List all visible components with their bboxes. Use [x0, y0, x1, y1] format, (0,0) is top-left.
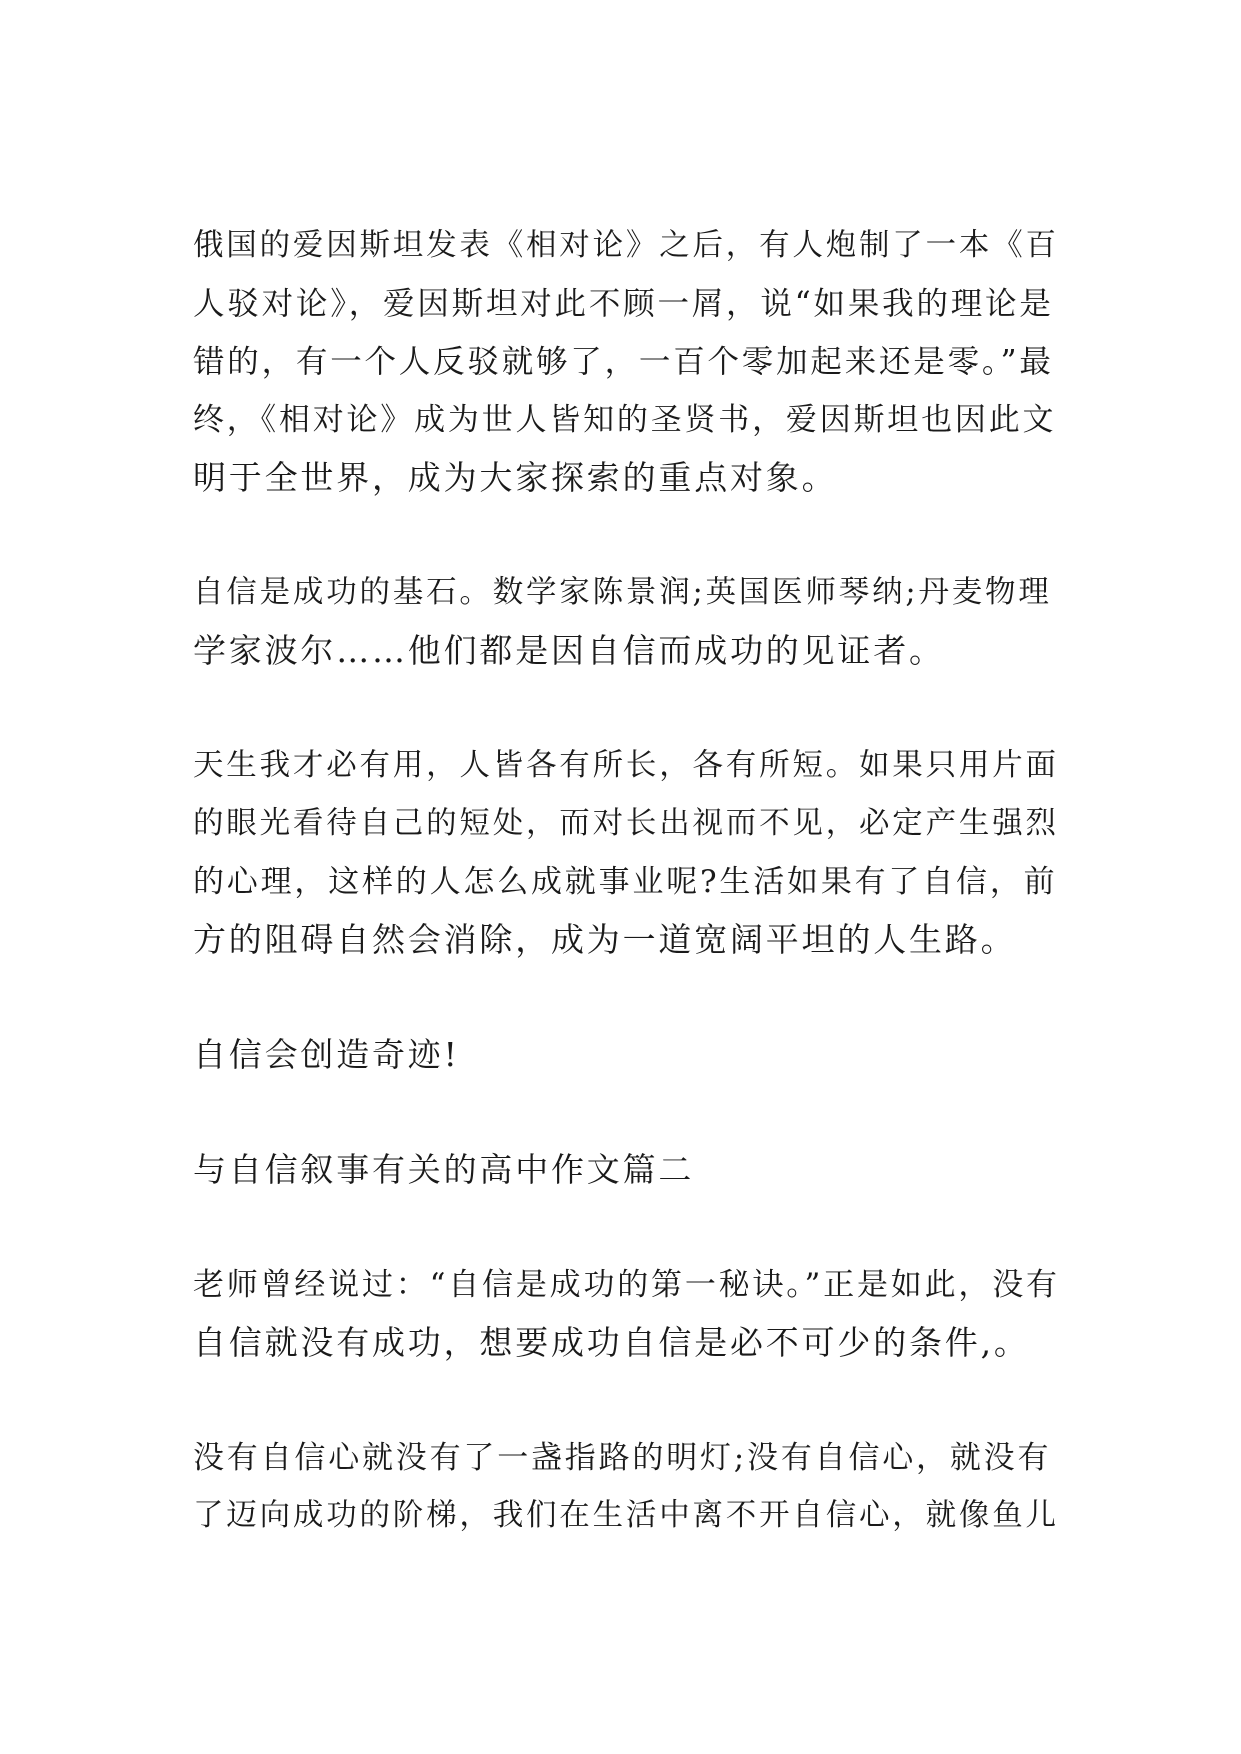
- paragraph-1-line-3: 错的，有一个人反驳就够了，一百个零加起来还是零。”最: [193, 344, 1054, 380]
- paragraph-1-line-5: 明于全世界，成为大家探索的重点对象。: [193, 458, 838, 497]
- paragraph-3-line-4: 方的阻碍自然会消除，成为一道宽阔平坦的人生路。: [193, 920, 1017, 959]
- paragraph-6-line-1: 老师曾经说过：“自信是成功的第一秘诀。”正是如此，没有: [193, 1267, 1060, 1303]
- paragraph-3-line-2: 的眼光看待自己的短处，而对长出视而不见，必定产生强烈: [193, 806, 1059, 841]
- paragraph-1-line-2: 人驳对论》，爱因斯坦对此不顾一屑，说“如果我的理论是: [193, 286, 1054, 322]
- paragraph-6-line-2: 自信就没有成功，想要成功自信是必不可少的条件,。: [193, 1323, 1030, 1362]
- paragraph-3-line-1: 天生我才必有用，人皆各有所长，各有所短。如果只用片面: [193, 748, 1059, 783]
- paragraph-3-line-3: 的心理，这样的人怎么成就事业呢?生活如果有了自信，前: [193, 864, 1058, 900]
- paragraph-2-line-2: 学家波尔……他们都是因自信而成功的见证者。: [193, 631, 945, 670]
- section-heading: 与自信叙事有关的高中作文篇二: [193, 1150, 695, 1189]
- paragraph-1-line-4: 终，《相对论》成为世人皆知的圣贤书，爱因斯坦也因此文: [193, 402, 1057, 438]
- paragraph-7-line-2: 了迈向成功的阶梯，我们在生活中离不开自信心，就像鱼儿: [193, 1498, 1059, 1533]
- paragraph-4-line-1: 自信会创造奇迹!: [193, 1035, 460, 1074]
- paragraph-1-line-1: 俄国的爱因斯坦发表《相对论》之后，有人炮制了一本《百: [193, 228, 1059, 263]
- paragraph-7-line-1: 没有自信心就没有了一盏指路的明灯;没有自信心，就没有: [193, 1440, 1052, 1476]
- paragraph-2-line-1: 自信是成功的基石。数学家陈景润;英国医师琴纳;丹麦物理: [193, 575, 1052, 610]
